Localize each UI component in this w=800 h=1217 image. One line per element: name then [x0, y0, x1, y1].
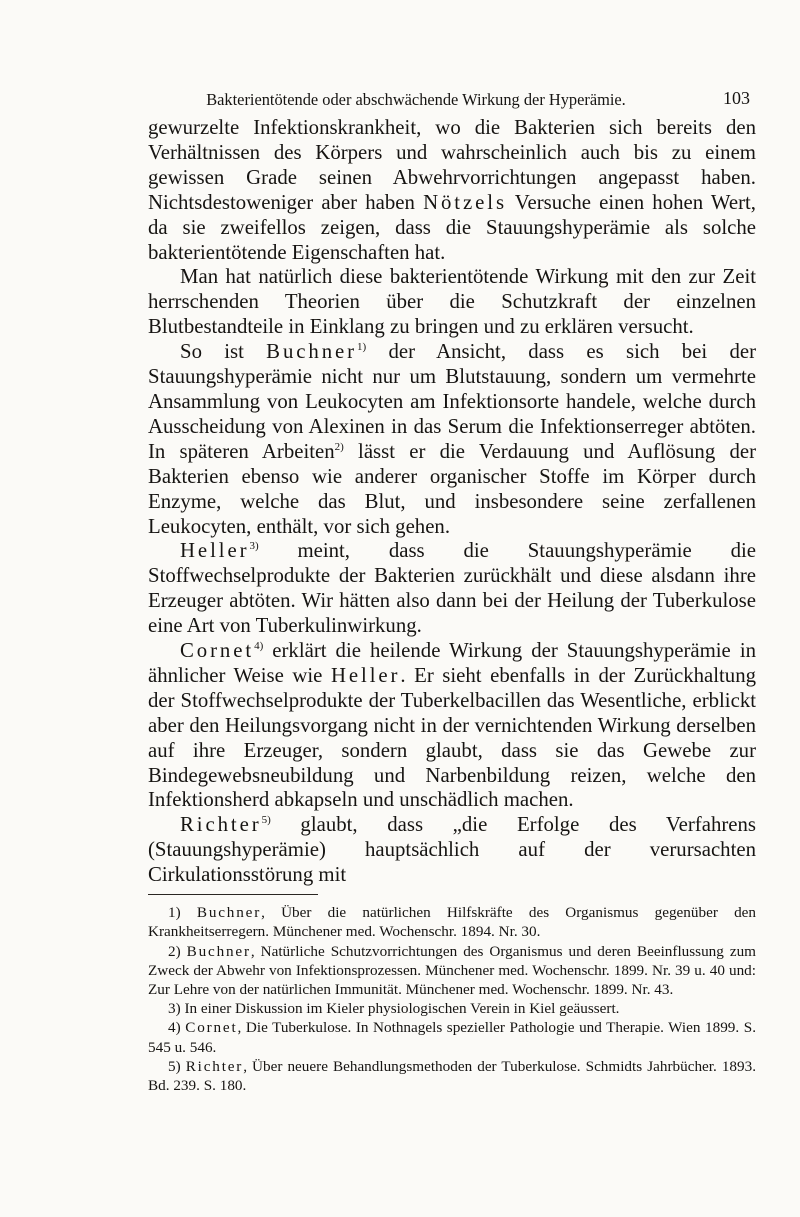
footnote: [148, 1018, 756, 1056]
footnote-ref: 1): [357, 341, 367, 354]
footnote-author: Cornet: [185, 1019, 238, 1037]
footnote: [148, 903, 756, 941]
author-name: Buchner: [266, 340, 358, 364]
text-run: Versuche einen hohen Wert, da sie zweifellos zeigen, dass die Stauungshyperämie als solche bakterientötende Eigenschaften hat.: [148, 190, 756, 264]
running-header: [148, 86, 756, 116]
text-run: glaubt, dass „die Erfolge des Verfahrens (Stauungshyperämie) hauptsächlich auf der verursachten Cirkulationsstörung mit: [148, 813, 756, 887]
footnote: [148, 942, 756, 1000]
footnote: [148, 1057, 756, 1095]
paragraph: [148, 539, 756, 639]
footnote-text: , Die Tuberkulose. In Nothnagels spezieller Pathologie und Therapie. Wien 1899. S. 545 u. 546.: [148, 1019, 757, 1056]
body-text: [148, 116, 756, 888]
footnote-text: In einer Diskussion im Kieler physiologischen Verein in Kiel geäussert.: [184, 1000, 620, 1018]
text-run: . Er sieht ebenfalls in der Zurückhaltung der Stoffwechselprodukte der Tuberkelbacillen das Wesentliche, erblickt aber den Heilungsvorgang nicht in der vernichtenden Wirkung derselben auf ihre Erzeuger, sondern glaubt, dass sie das Gewebe zur Bindegewebsneubildung und Narbenbildung reizen, welche den Infektionsherd abkapseln und unschädlich machen.: [148, 663, 756, 812]
footnote-author: Buchner: [186, 942, 251, 960]
text-run: lässt er die Verdauung und Auflösung der Bakterien ebenso wie anderer organischer Stoffe im Körper durch Enzyme, welche das Blut, und insbesondere seine zerfallenen Leukocyten, enthält, vor sich gehen.: [148, 439, 756, 538]
author-name: Heller: [180, 539, 250, 563]
text-run: gewurzelte Infektionskrankheit, wo die Bakterien sich bereits den Verhältnissen des Körpers und wahrscheinlich auch bis zu einem gewissen Grade seinen Abwehrvorrichtungen angepasst haben. Nichtsdestoweniger aber haben: [148, 116, 756, 214]
paragraph: [148, 340, 756, 539]
author-name: Richter: [180, 813, 262, 837]
text-run: der Ansicht, dass es sich bei der Stauungshyperämie nicht nur um Blutstauung, sondern um vermehrte Ansammlung von Leukocyten am Infektionsorte handele, welche durch Ausscheidung von Alexinen in das Serum die Infektionserreger abtöten. In späteren Arbeiten: [148, 340, 756, 463]
text-run: Man hat natürlich diese bakterientötende Wirkung mit den zur Zeit herrschenden Theorien über die Schutzkraft der einzelnen Blutbestandteile in Einklang zu bringen und zu erklären versucht.: [148, 265, 756, 339]
paragraph: [148, 813, 756, 888]
footnote-number: 2): [168, 942, 181, 960]
page-number: 103: [723, 88, 750, 108]
footnote-text: , Über neuere Behandlungsmethoden der Tuberkulose. Schmidts Jahrbücher. 1893. Bd. 239. S. 180.: [148, 1057, 757, 1094]
author-name: Nötzels: [423, 190, 507, 214]
footnote-number: 5): [168, 1057, 181, 1075]
footnote-number: 3): [168, 1000, 181, 1018]
footnote-ref: 2): [334, 440, 344, 453]
footnote-text: , Natürliche Schutzvorrichtungen des Organismus und deren Beeinflussung zum Zweck der Abwehr von Infektionsprozessen. Münchener med. Wochenschr. 1899. Nr. 39 u. 40 und: Zur Lehre von der natürlichen Immunität. Münchener med. Wochenschr. 1899. Nr. 43.: [148, 942, 756, 998]
author-name: Heller: [330, 663, 401, 687]
footnote-ref: 3): [249, 540, 259, 553]
footnote-author: Buchner: [196, 904, 262, 922]
footnote-text: , Über die natürlichen Hilfskräfte des Organismus gegenüber den Krankheitserregern. Münchener med. Wochenschr. 1894. Nr. 30.: [148, 904, 756, 941]
paragraph: [148, 265, 756, 340]
author-name: Cornet: [180, 639, 255, 663]
footnotes: [148, 903, 756, 1095]
text-run: erklärt die heilende Wirkung der Stauungshyperämie in ähnlicher Weise wie: [148, 639, 756, 687]
footnote-divider: [148, 894, 318, 895]
footnote-ref: 5): [261, 814, 271, 827]
footnote-author: Richter: [185, 1057, 244, 1075]
footnote-number: 1): [168, 904, 181, 922]
text-run: So ist: [180, 340, 267, 364]
book-page: [148, 86, 756, 1095]
paragraph: [148, 116, 756, 265]
footnote: [148, 999, 756, 1018]
running-head-title: Bakterientötende oder abschwächende Wirkung der Hyperämie.: [206, 90, 626, 109]
paragraph: [148, 639, 756, 813]
footnote-number: 4): [168, 1019, 181, 1037]
text-run: meint, dass die Stauungshyperämie die Stoffwechselprodukte der Bakterien zurückhält und diese alsdann ihre Erzeuger abtöten. Wir hätten also dann bei der Heilung der Tuberkulose eine Art von Tuberkulinwirkung.: [148, 539, 756, 638]
footnote-ref: 4): [254, 640, 264, 653]
